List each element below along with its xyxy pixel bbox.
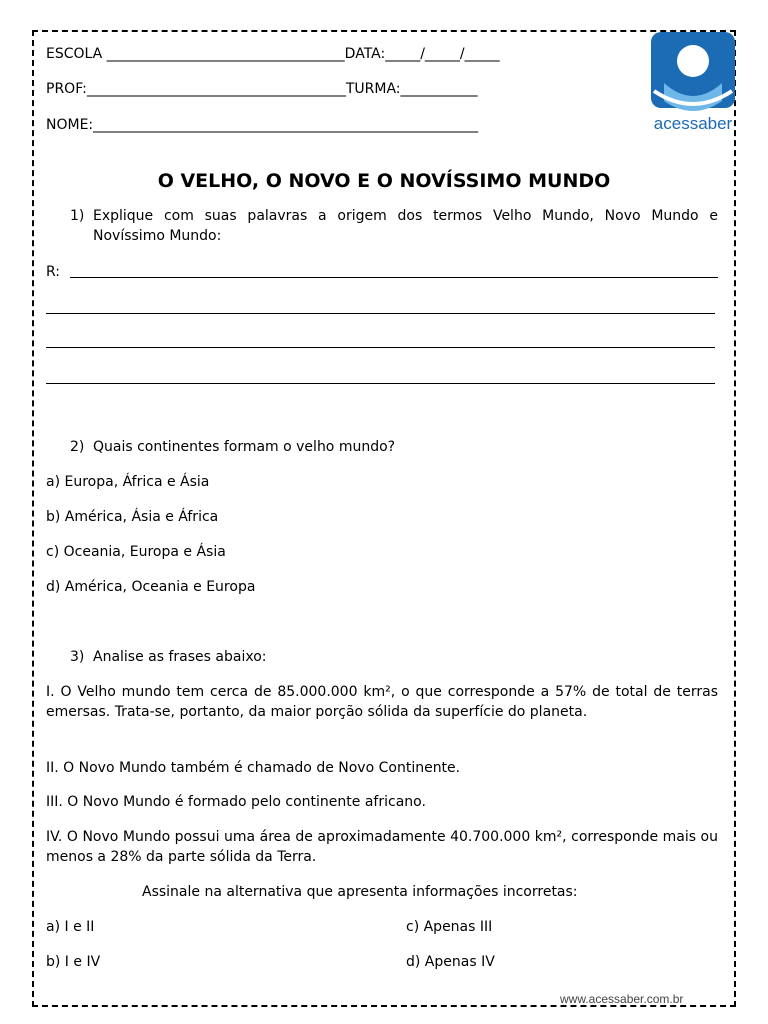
page-title: O VELHO, O NOVO E O NOVÍSSIMO MUNDO xyxy=(157,170,611,192)
q3-option-c[interactable]: c) Apenas III xyxy=(406,919,493,935)
q2-text: Quais continentes formam o velho mundo? xyxy=(93,439,396,455)
school-date-field[interactable]: ESCOLA __________________________________DATA:_____/_____/_____ xyxy=(46,46,500,62)
acessaber-logo xyxy=(650,31,736,133)
q2-option-d[interactable]: d) América, Oceania e Europa xyxy=(46,579,256,595)
footer-url[interactable]: www.acessaber.com.br xyxy=(560,992,684,1006)
q3-text: Analise as frases abaixo: xyxy=(93,649,267,665)
q2-option-b[interactable]: b) América, Ásia e África xyxy=(46,509,219,525)
logo-head-shape xyxy=(677,45,709,77)
answer-line-4[interactable] xyxy=(46,383,715,384)
teacher-class-field[interactable]: PROF:_____________________________________TURMA:___________ xyxy=(46,81,478,97)
answer-line-1[interactable] xyxy=(70,277,718,278)
q3-instruction: Assinale na alternativa que apresenta informações incorretas: xyxy=(142,884,578,900)
q2-option-a[interactable]: a) Europa, África e Ásia xyxy=(46,474,210,490)
logo-text: acessaber xyxy=(653,114,733,133)
q3-statement-3: III. O Novo Mundo é formado pelo continente africano. xyxy=(46,794,426,810)
q3-statement-4: IV. O Novo Mundo possui uma área de aproximadamente 40.700.000 km², corresponde mais ou menos a 28% da parte sólida da Terra. xyxy=(46,829,718,865)
answer-line-2[interactable] xyxy=(46,313,715,314)
answer-line-3[interactable] xyxy=(46,347,715,348)
q3-option-b[interactable]: b) I e IV xyxy=(46,954,101,970)
q2-option-c[interactable]: c) Oceania, Europa e Ásia xyxy=(46,544,226,560)
q1-text: Explique com suas palavras a origem dos termos Velho Mundo, Novo Mundo e Novíssimo Mundo: xyxy=(93,208,718,244)
q3-statement-1: I. O Velho mundo tem cerca de 85.000.000 km², o que corresponde a 57% de total de terras emersas. Trata-se, portanto, da maior porção sólida da superfície do planeta. xyxy=(46,684,718,720)
q2-number: 2) xyxy=(70,439,85,455)
q3-option-d[interactable]: d) Apenas IV xyxy=(406,954,495,970)
q3-number: 3) xyxy=(70,649,85,665)
q3-option-a[interactable]: a) I e II xyxy=(46,919,95,935)
q3-statement-2: II. O Novo Mundo também é chamado de Novo Continente. xyxy=(46,760,461,776)
name-field[interactable]: NOME:_______________________________________________________ xyxy=(46,117,479,133)
q1-number: 1) xyxy=(70,208,85,224)
q1-answer-label: R: xyxy=(46,264,61,280)
